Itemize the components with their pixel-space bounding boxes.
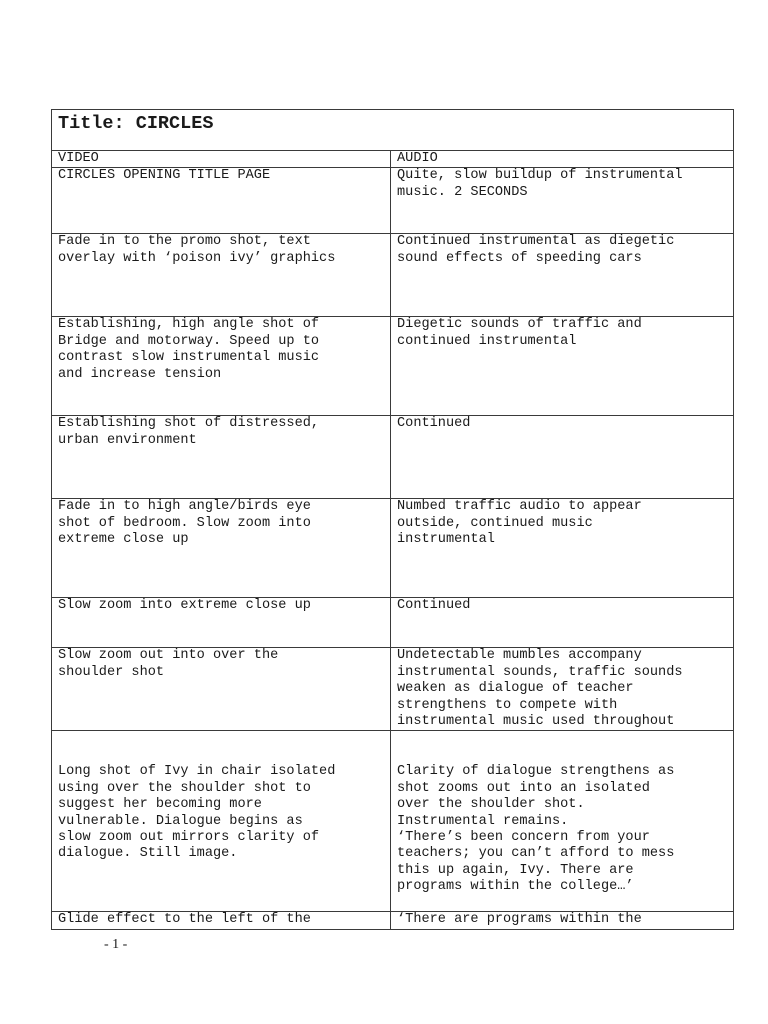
table-row	[52, 168, 734, 234]
video-cell: Establishing, high angle shot of Bridge and motorway. Speed up to contrast slow instrumental music and increase tension	[52, 317, 391, 416]
table-row	[52, 317, 734, 416]
audio-cell: Clarity of dialogue strengthens as shot zooms out into an isolated over the shoulder shot. Instrumental remains. ‘There’s been concern from your teachers; you can’t afford to mess this up again, Ivy. There are programs within the college…’	[391, 731, 734, 912]
audio-cell: Undetectable mumbles accompany instrumental sounds, traffic sounds weaken as dialogue of teacher strengthens to compete with instrumental music used throughout	[391, 648, 734, 731]
audio-cell: Continued	[391, 598, 734, 648]
page-number: - 1 -	[104, 937, 128, 952]
table-row	[52, 648, 734, 731]
video-cell: Long shot of Ivy in chair isolated using over the shoulder shot to suggest her becoming more vulnerable. Dialogue begins as slow zoom out mirrors clarity of dialogue. Still image.	[52, 731, 391, 912]
video-cell: CIRCLES OPENING TITLE PAGE	[52, 168, 391, 234]
audio-cell: Diegetic sounds of traffic and continued instrumental	[391, 317, 734, 416]
audio-cell: Quite, slow buildup of instrumental music. 2 SECONDS	[391, 168, 734, 234]
video-cell: Establishing shot of distressed, urban environment	[52, 416, 391, 499]
table-row	[52, 234, 734, 317]
shooting-script-table	[51, 109, 734, 930]
table-row	[52, 912, 734, 929]
table-row	[52, 416, 734, 499]
table-row	[52, 731, 734, 912]
video-cell: Slow zoom into extreme close up	[52, 598, 391, 648]
header-row	[52, 151, 734, 168]
table-row	[52, 499, 734, 598]
audio-cell: ‘There are programs within the	[391, 912, 734, 929]
document-title: Title: CIRCLES	[52, 110, 734, 151]
title-row	[52, 110, 734, 151]
audio-cell: Numbed traffic audio to appear outside, continued music instrumental	[391, 499, 734, 598]
video-cell: Glide effect to the left of the	[52, 912, 391, 929]
audio-cell: Continued	[391, 416, 734, 499]
audio-cell: Continued instrumental as diegetic sound effects of speeding cars	[391, 234, 734, 317]
video-cell: Fade in to the promo shot, text overlay with ‘poison ivy’ graphics	[52, 234, 391, 317]
video-column-header: VIDEO	[52, 151, 391, 168]
table-row	[52, 598, 734, 648]
audio-column-header: AUDIO	[391, 151, 734, 168]
video-cell: Slow zoom out into over the shoulder shot	[52, 648, 391, 731]
video-cell: Fade in to high angle/birds eye shot of bedroom. Slow zoom into extreme close up	[52, 499, 391, 598]
